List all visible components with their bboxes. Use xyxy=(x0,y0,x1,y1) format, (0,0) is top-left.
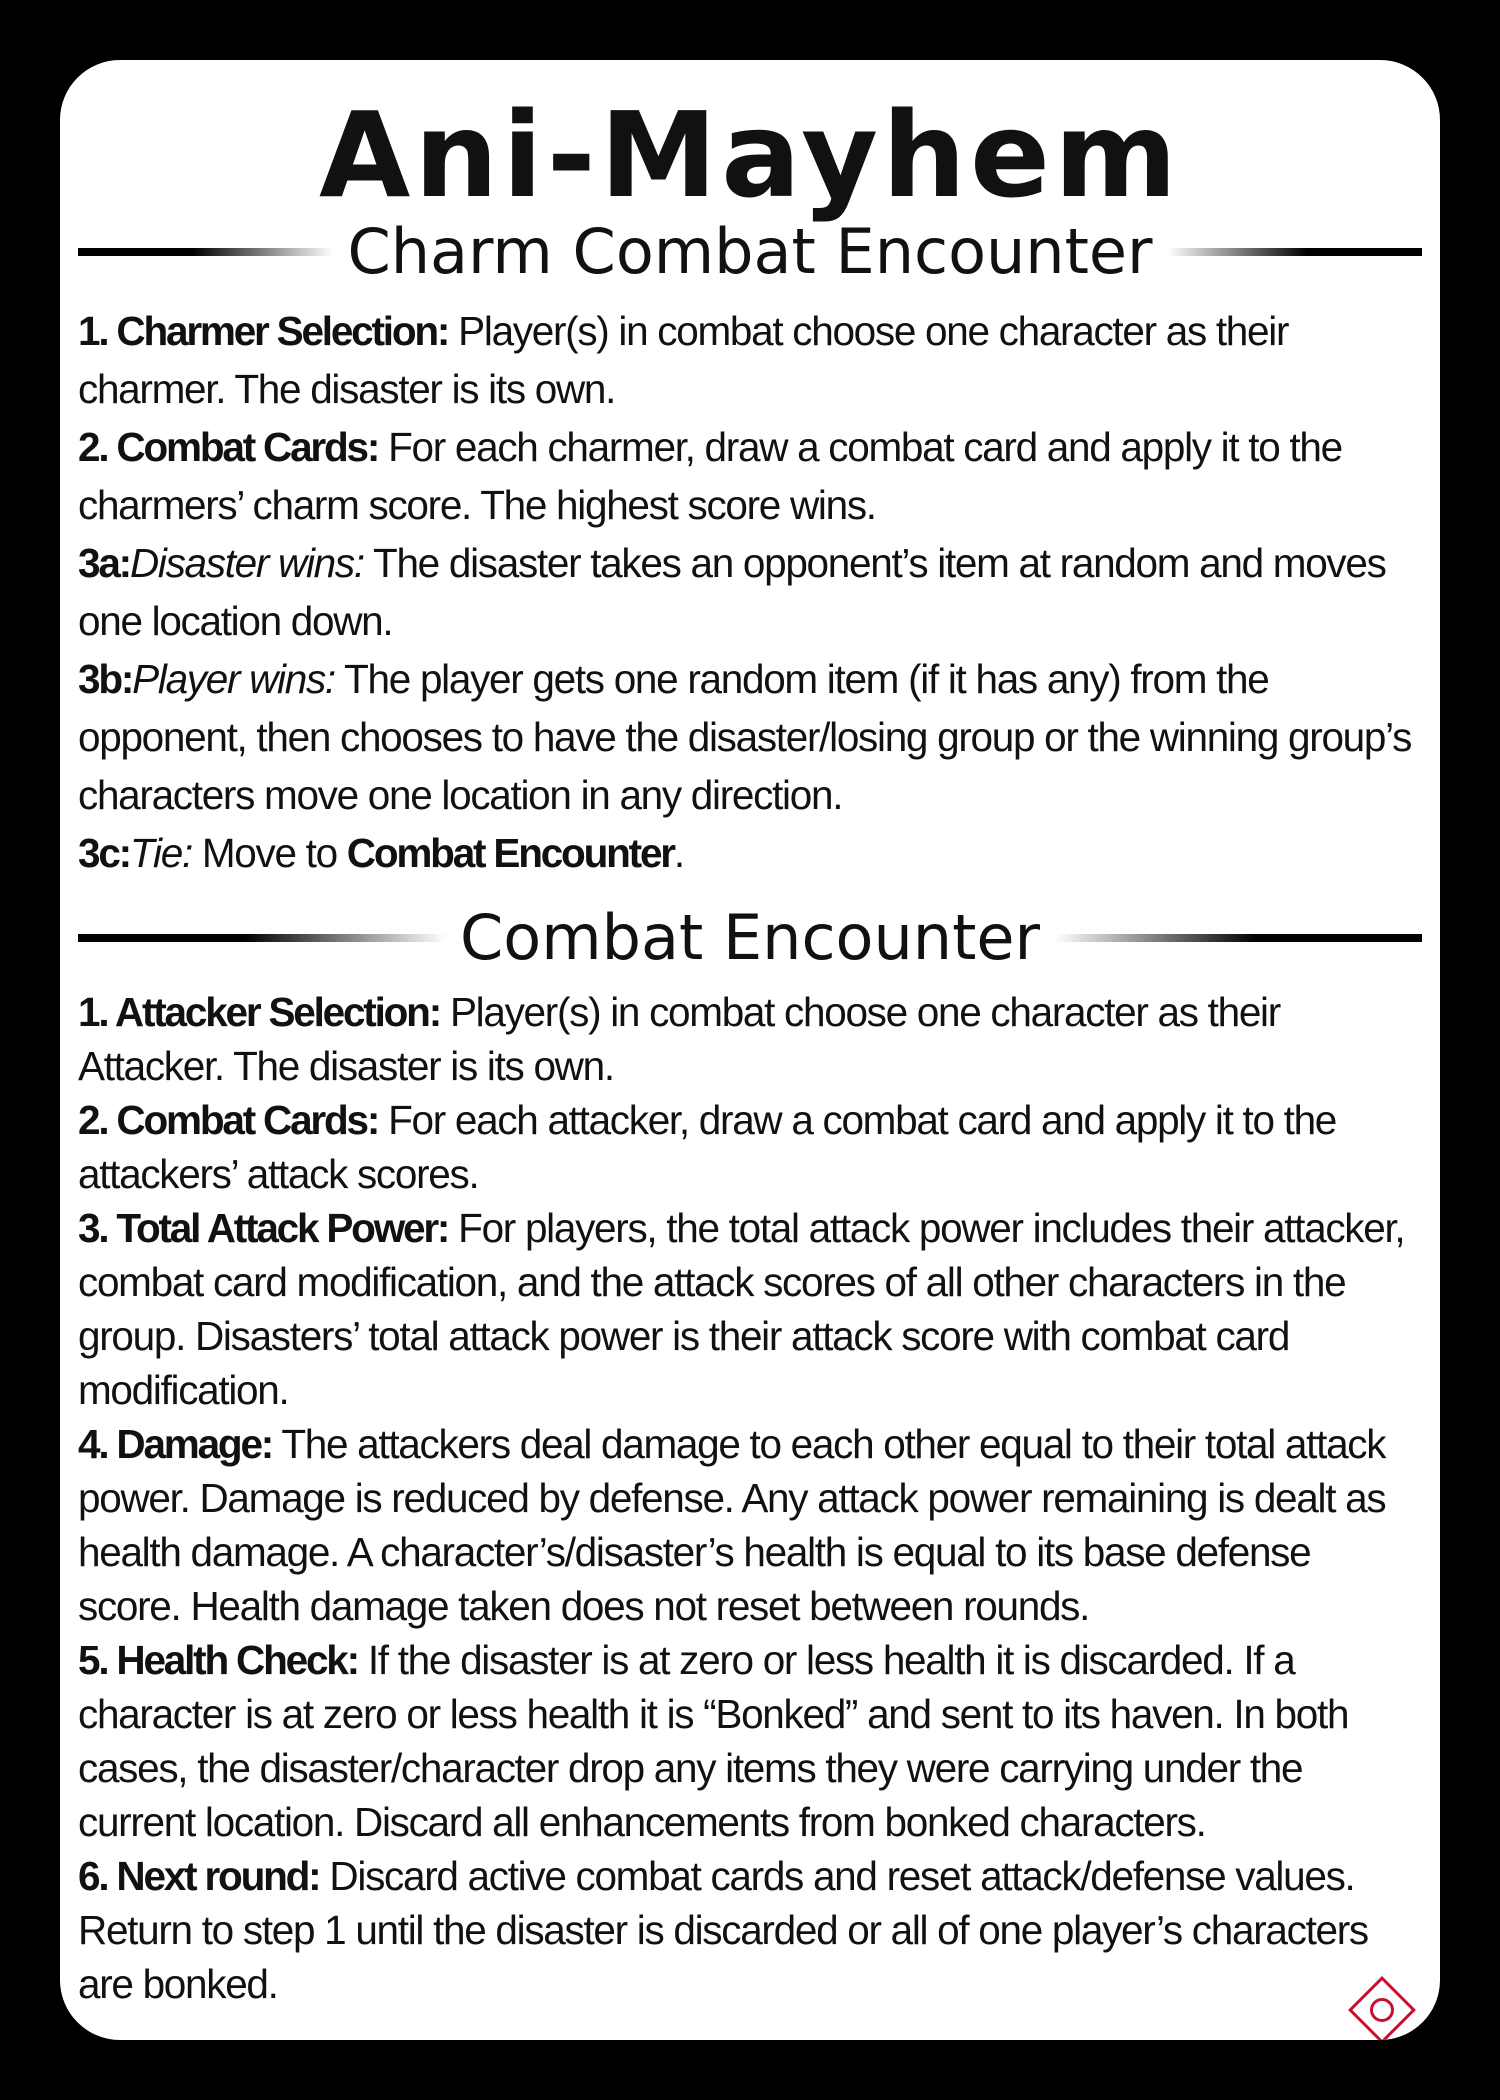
divider-right xyxy=(1054,934,1422,942)
list-item: 3c:Tie: Move to Combat Encounter. xyxy=(78,830,684,876)
combat-rules-list xyxy=(78,985,1422,2011)
list-item: 4. Damage: The attackers deal damage to each other equal to their total attack power. Damage is reduced by defense. Any attack power remaining is dealt as health damage. A character’s/disaster’s health is equal to its base defense score. Health damage taken does not reset between rounds. xyxy=(78,1421,1386,1629)
list-item: 1. Attacker Selection: Player(s) in combat choose one character as their Attacker. The disaster is its own. xyxy=(78,989,1280,1089)
list-item: 6. Next round: Discard active combat cards and reset attack/defense values. Return to step 1 until the disaster is discarded or all of one player’s characters are bonked. xyxy=(78,1853,1368,2007)
list-item: 3. Total Attack Power: For players, the total attack power includes their attacker, combat card modification, and the attack scores of all other characters in the group. Disasters’ total attack power is their attack score with combat card modification. xyxy=(78,1205,1405,1413)
list-item: 3a:Disaster wins: The disaster takes an opponent’s item at random and moves one location down. xyxy=(78,540,1386,644)
list-item: 2. Combat Cards: For each attacker, draw a combat card and apply it to the attackers’ attack scores. xyxy=(78,1097,1337,1197)
rules-card xyxy=(60,60,1440,2040)
list-item: 1. Charmer Selection: Player(s) in combat choose one character as their charmer. The disaster is its own. xyxy=(78,308,1289,412)
charm-heading-row xyxy=(78,212,1422,292)
list-item: 5. Health Check: If the disaster is at zero or less health it is discarded. If a character is at zero or less health it is “Bonked” and sent to its haven. In both cases, the disaster/character drop any items they were carrying under the current location. Discard all enhancements from bonked characters. xyxy=(78,1637,1349,1845)
divider-left xyxy=(78,934,446,942)
list-item: 3b:Player wins: The player gets one random item (if it has any) from the opponent, then chooses to have the disaster/losing group or the winning group’s characters move one location in any direction. xyxy=(78,656,1412,818)
divider-left xyxy=(78,248,333,256)
combat-section-title: Combat Encounter xyxy=(460,901,1041,974)
divider-right xyxy=(1167,248,1422,256)
charm-section-title: Charm Combat Encounter xyxy=(347,215,1153,288)
combat-heading-row xyxy=(78,898,1422,978)
charm-rules-list xyxy=(78,302,1422,882)
game-logo: Ani-Mayhem xyxy=(318,86,1182,224)
list-item: 2. Combat Cards: For each charmer, draw a combat card and apply it to the charmers’ charm score. The highest score wins. xyxy=(78,424,1342,528)
